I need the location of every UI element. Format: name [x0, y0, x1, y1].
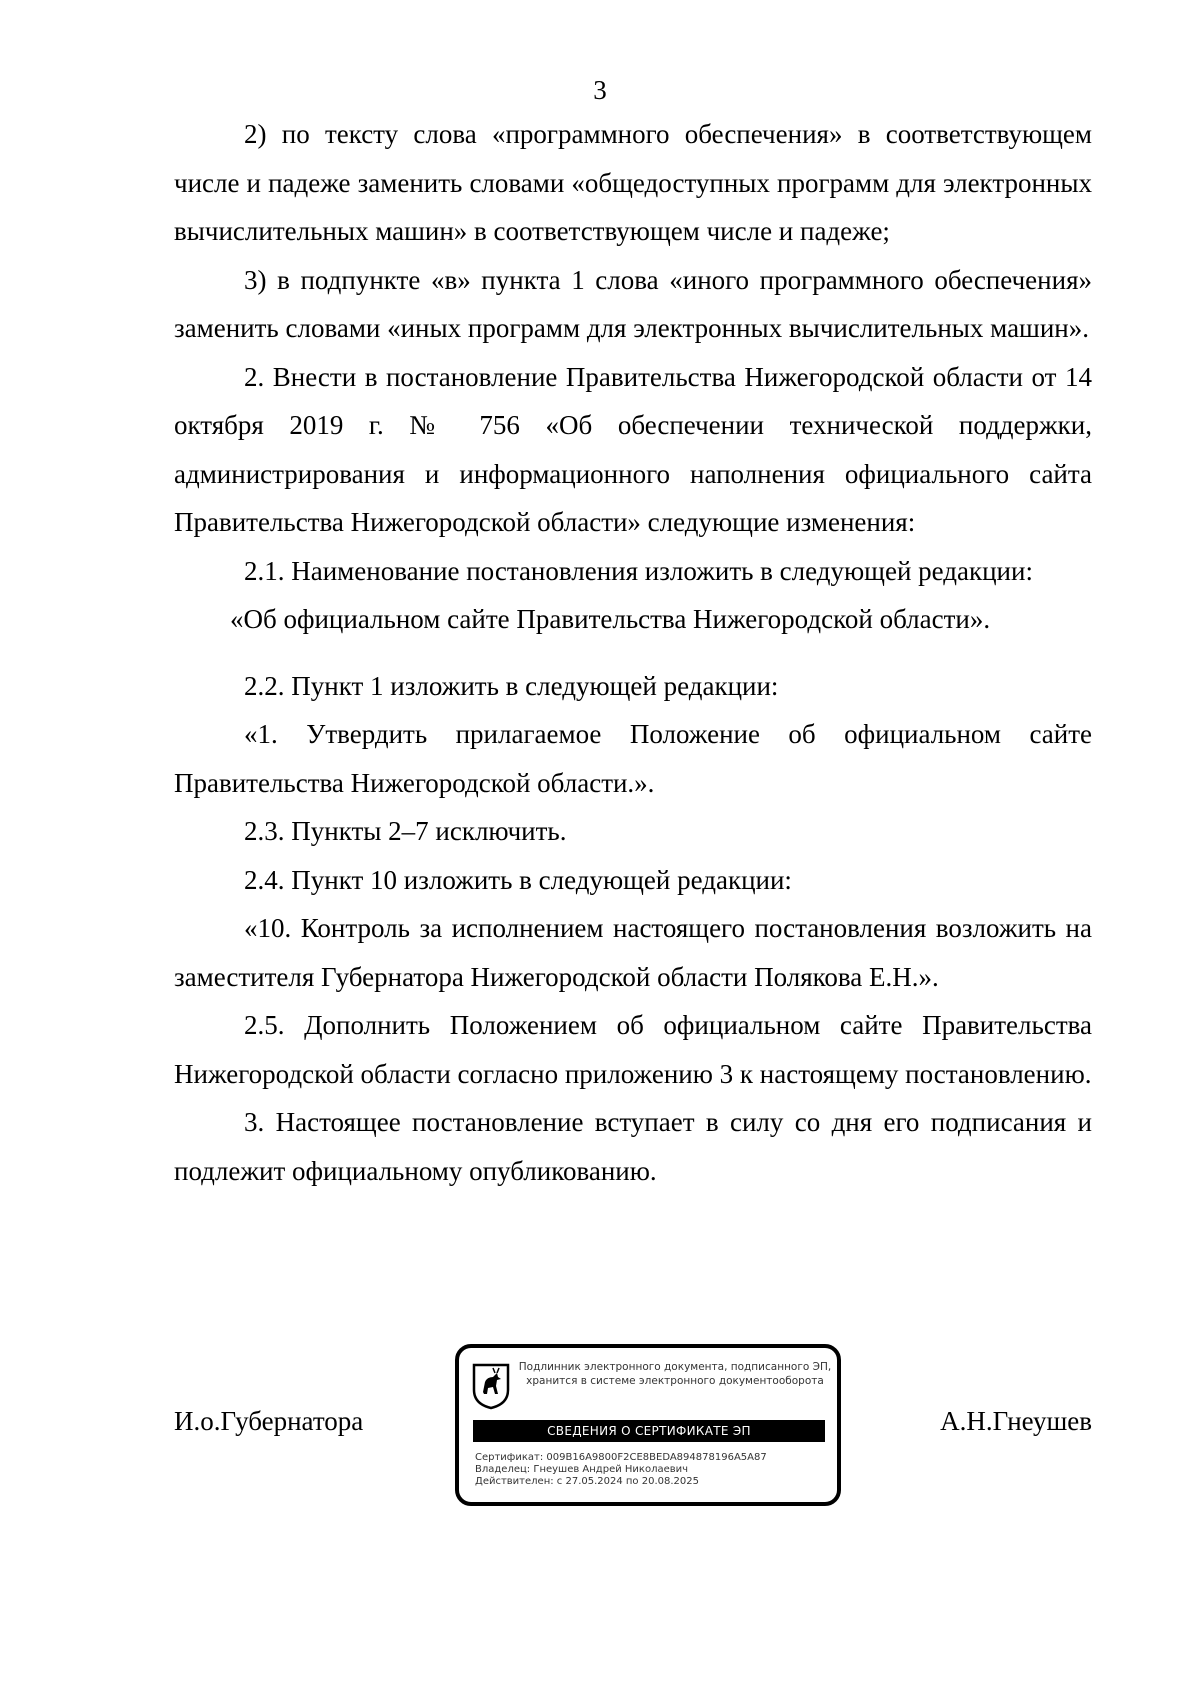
paragraph: 3) в подпункте «в» пункта 1 слова «иного программного обеспечения» заменить словами «иных программ для электронных вычислительных машин».: [174, 264, 1092, 343]
paragraph: 2.1. Наименование постановления изложить в следующей редакции:: [244, 555, 1033, 586]
signatory-name: А.Н.Гнеушев: [940, 1406, 1092, 1436]
stamp-header: [515, 1360, 835, 1388]
paragraph: «1. Утвердить прилагаемое Положение об официальном сайте Правительства Нижегородской области.».: [174, 719, 1092, 798]
page-number: 3: [593, 75, 607, 105]
electronic-signature-stamp: [455, 1344, 841, 1506]
paragraph: 2.3. Пункты 2–7 исключить.: [244, 816, 567, 846]
signatory-position: И.о.Губернатора: [174, 1406, 364, 1436]
coat-of-arms-icon: [471, 1362, 511, 1410]
stamp-header-line: Подлинник электронного документа, подписанного ЭП,: [518, 1361, 832, 1373]
paragraph: 2. Внести в постановление Правительства Нижегородской области от 14 октября 2019 г. № 756 «Об обеспечении технической поддержки, администрирования и информационного наполнения официального сайта Правительства Нижегородской области» следующие изменения:: [174, 361, 1092, 537]
stamp-owner: Владелец: Гнеушев Андрей Николаевич: [475, 1464, 689, 1475]
paragraph: 2.5. Дополнить Положением об официальном сайте Правительства Нижегородской области согласно приложению 3 к настоящему постановлению.: [174, 1010, 1092, 1089]
paragraph: 2) по тексту слова «программного обеспечения» в соответствующем числе и падеже заменить словами «общедоступных программ для электронных вычислительных машин» в соответствующем числе и падеже;: [174, 119, 1092, 246]
document-body: [174, 110, 1092, 1195]
stamp-certificate-bar: СВЕДЕНИЯ О СЕРТИФИКАТЕ ЭП: [473, 1420, 825, 1442]
quoted-title: «Об официальном сайте Правительства Нижегородской области».: [230, 604, 991, 634]
stamp-certificate-info: [475, 1452, 825, 1488]
paragraph: 2.2. Пункт 1 изложить в следующей редакции:: [244, 670, 779, 701]
paragraph: 3. Настоящее постановление вступает в силу со дня его подписания и подлежит официальному опубликованию.: [174, 1107, 1092, 1186]
paragraph: 2.4. Пункт 10 изложить в следующей редакции:: [244, 864, 792, 895]
stamp-certificate-number: Сертификат: 009B16A9800F2CE8BEDA894878196A5A87: [475, 1452, 767, 1463]
stamp-validity: Действителен: с 27.05.2024 по 20.08.2025: [475, 1476, 699, 1487]
stamp-header-line: хранится в системе электронного документооборота: [526, 1375, 824, 1387]
paragraph: «10. Контроль за исполнением настоящего постановления возложить на заместителя Губернатора Нижегородской области Полякова Е.Н.».: [174, 913, 1092, 992]
